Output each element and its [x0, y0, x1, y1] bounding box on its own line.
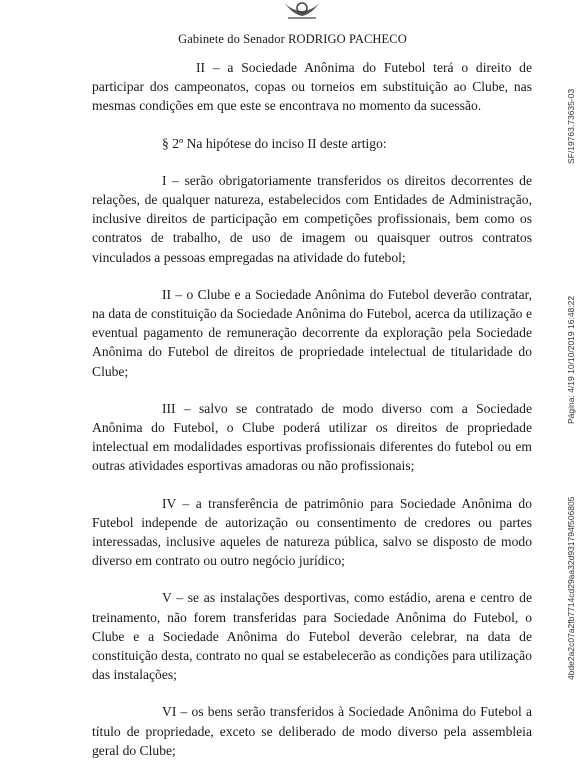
paragraph-inciso-ii-b: II – o Clube e a Sociedade Anônima do Futebol deverão contratar, na data de constituição da Sociedade Anônima do Futebol, acerca da utilização e eventual pagamento de remuneração decorrente da exploração pela Sociedade Anônima do Futebol de direitos de propriedade intelectual de titularidade do Clube;	[92, 286, 532, 379]
document-code: SF/19763.73635-03	[566, 88, 576, 164]
paragraph-inciso-iv: IV – a transferência de patrimônio para Sociedade Anônima do Futebol independe de autorização ou consentimento de credores ou partes interessadas, inclusive aqueles de natureza pública, salvo se disposto de modo diverso em contrato ou outro negócio jurídico;	[92, 495, 532, 569]
page-header: Gabinete do Senador RODRIGO PACHECO	[178, 32, 407, 46]
page-timestamp: Página: 4/19 10/10/2019 16:48:22	[566, 295, 576, 424]
paragraph-inciso-vi: VI – os bens serão transferidos à Sociedade Anônima do Futebol a título de propriedade, exceto se deliberado de modo diverso pela assembleia geral do Clube;	[92, 704, 532, 758]
paragraph-inciso-ii: II – a Sociedade Anônima do Futebol terá o direito de participar dos campeonatos, copas ou torneios em substituição ao Clube, nas mesmas condições em que este se encontrava no momento da sucessão.	[92, 60, 532, 114]
document-hash: 4bde2a2c07a2fb7714cd29aa32d931794f506805	[566, 496, 576, 680]
paragraph-section-2: § 2º Na hipótese do inciso II deste artigo:	[162, 135, 387, 151]
document-body	[92, 58, 532, 760]
paragraph-inciso-i: I – serão obrigatoriamente transferidos os direitos decorrentes de relações, de qualquer natureza, estabelecidos com Entidades de Administração, inclusive direitos de participação em competições profissionais, bem como os contratos de trabalho, de uso de imagem ou quaisquer outros contratos vinculados a pessoas empregadas na atividade do futebol;	[92, 172, 532, 265]
paragraph-inciso-iii: III – salvo se contratado de modo diverso com a Sociedade Anônima do Futebol, o Clube poderá utilizar os direitos de propriedade intelectual em modalidades esportivas profissionais diferentes do futebol ou em outras atividades esportivas amadoras ou não profissionais;	[92, 400, 532, 474]
coat-of-arms-icon	[280, 0, 324, 22]
paragraph-inciso-v: V – se as instalações desportivas, como estádio, arena e centro de treinamento, não forem transferidas para Sociedade Anônima do Futebol, o Clube e a Sociedade Anônima do Futebol deverão celebrar, na data de constituição desta, contrato no qual se estabelecerão as condições para utilização das instalações;	[92, 590, 532, 683]
